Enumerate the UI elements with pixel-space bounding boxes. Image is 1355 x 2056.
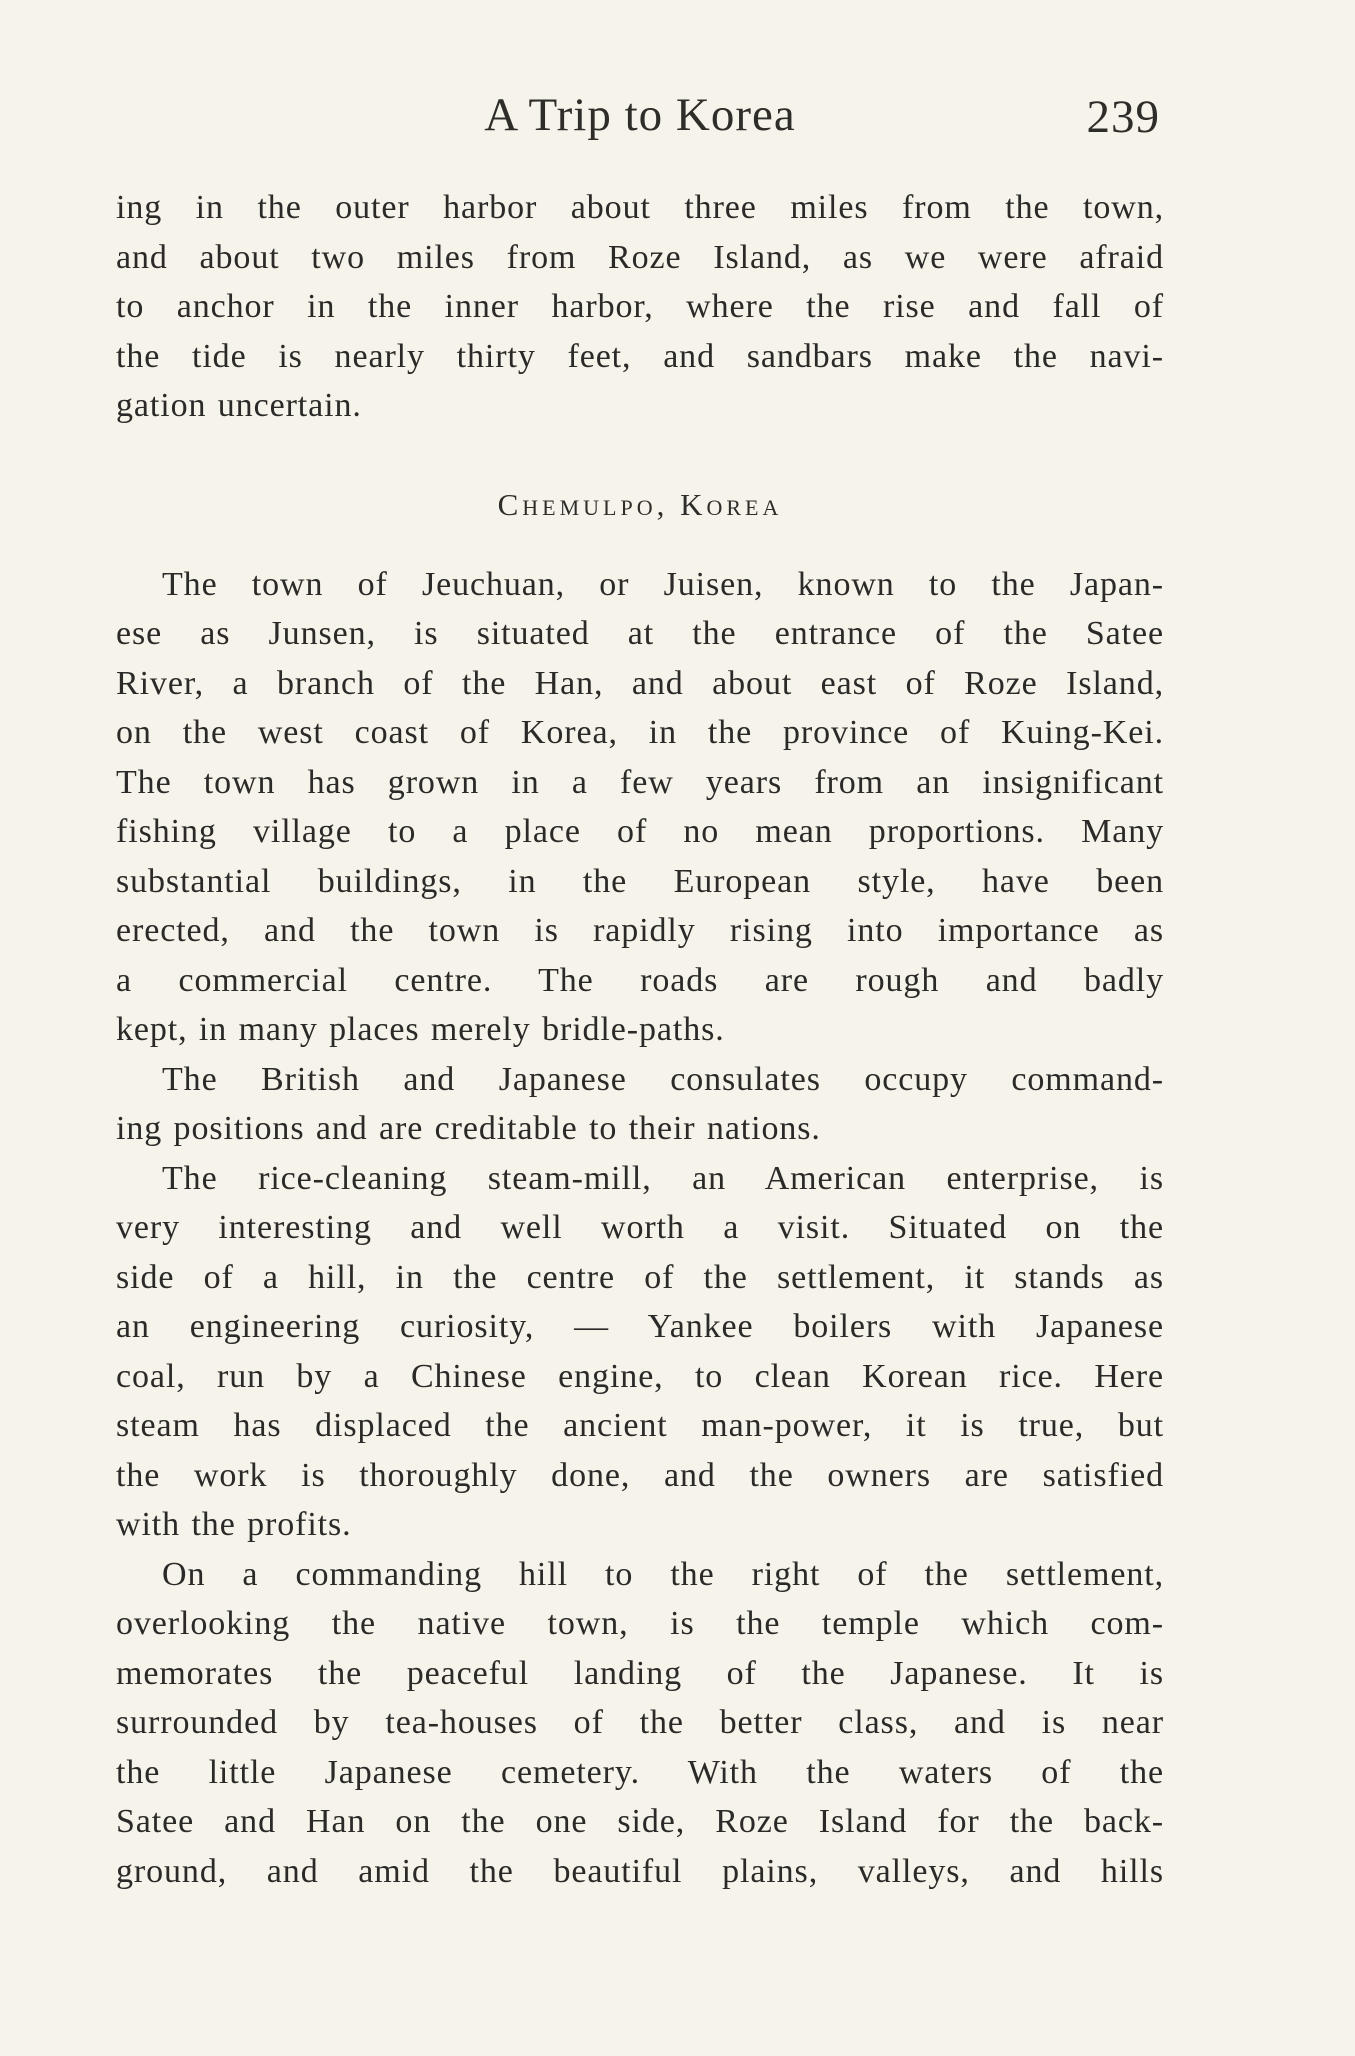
text-line: the tide is nearly thirty feet, and sandbars make the navi- — [116, 337, 1164, 375]
text-line: The town of Jeuchuan, or Juisen, known to the Japan- — [162, 565, 1164, 603]
text-line: overlooking the native town, is the temple which com- — [116, 1605, 1164, 1642]
paragraph — [116, 1550, 1164, 1897]
text-line: ing positions and are creditable to their nations. — [116, 1110, 821, 1147]
paragraph — [116, 1055, 1164, 1154]
section-heading: Chemulpo, Korea — [497, 487, 783, 522]
text-line: on the west coast of Korea, in the province of Kuing-Kei. — [116, 714, 1164, 751]
text-line: The town has grown in a few years from an insignificant — [116, 763, 1164, 801]
text-line: and about two miles from Roze Island, as we were afraid — [116, 238, 1164, 276]
text-line: gation uncertain. — [116, 387, 362, 424]
paragraph — [116, 183, 1164, 431]
text-line: ing in the outer harbor about three miles from the town, — [116, 189, 1164, 226]
text-line: On a commanding hill to the right of the settlement, — [162, 1555, 1164, 1593]
running-title: A Trip to Korea — [484, 89, 796, 141]
text-line: erected, and the town is rapidly rising into importance as — [116, 912, 1164, 949]
text-line: coal, run by a Chinese engine, to clean Korean rice. Here — [116, 1357, 1164, 1395]
text-line: steam has displaced the ancient man-power, it is true, but — [116, 1407, 1164, 1444]
text-line: The rice-cleaning steam-mill, an American enterprise, is — [162, 1159, 1164, 1197]
section-paragraphs — [116, 560, 1164, 1897]
text-line: memorates the peaceful landing of the Japanese. It is — [116, 1654, 1164, 1692]
opening-paragraphs — [116, 183, 1164, 431]
text-line: very interesting and well worth a visit. Situated on the — [116, 1209, 1164, 1246]
paragraph — [116, 560, 1164, 1055]
text-line: surrounded by tea-houses of the better class, and is near — [116, 1704, 1164, 1741]
text-line: substantial buildings, in the European style, have been — [116, 862, 1164, 900]
text-line: The British and Japanese consulates occupy command- — [162, 1060, 1164, 1098]
text-line: ground, and amid the beautiful plains, valleys, and hills — [116, 1852, 1164, 1890]
text-line: an engineering curiosity, — Yankee boilers with Japanese — [116, 1308, 1164, 1345]
text-line: side of a hill, in the centre of the settlement, it stands as — [116, 1258, 1164, 1296]
text-line: a commercial centre. The roads are rough and badly — [116, 961, 1164, 999]
text-line: the work is thoroughly done, and the owners are satisfied — [116, 1456, 1164, 1494]
page-header — [116, 88, 1164, 148]
text-line: to anchor in the inner harbor, where the rise and fall of — [116, 288, 1164, 325]
text-line: River, a branch of the Han, and about east of Roze Island, — [116, 664, 1164, 702]
page-number: 239 — [1086, 91, 1160, 143]
text-line: Satee and Han on the one side, Roze Island for the back- — [116, 1803, 1164, 1840]
text-line: fishing village to a place of no mean proportions. Many — [116, 813, 1164, 850]
text-line: with the profits. — [116, 1506, 352, 1543]
body-text — [116, 183, 1164, 1896]
paragraph — [116, 1154, 1164, 1550]
text-line: the little Japanese cemetery. With the waters of the — [116, 1753, 1164, 1791]
text-line: ese as Junsen, is situated at the entrance of the Satee — [116, 615, 1164, 652]
text-line: kept, in many places merely bridle-paths. — [116, 1011, 725, 1048]
